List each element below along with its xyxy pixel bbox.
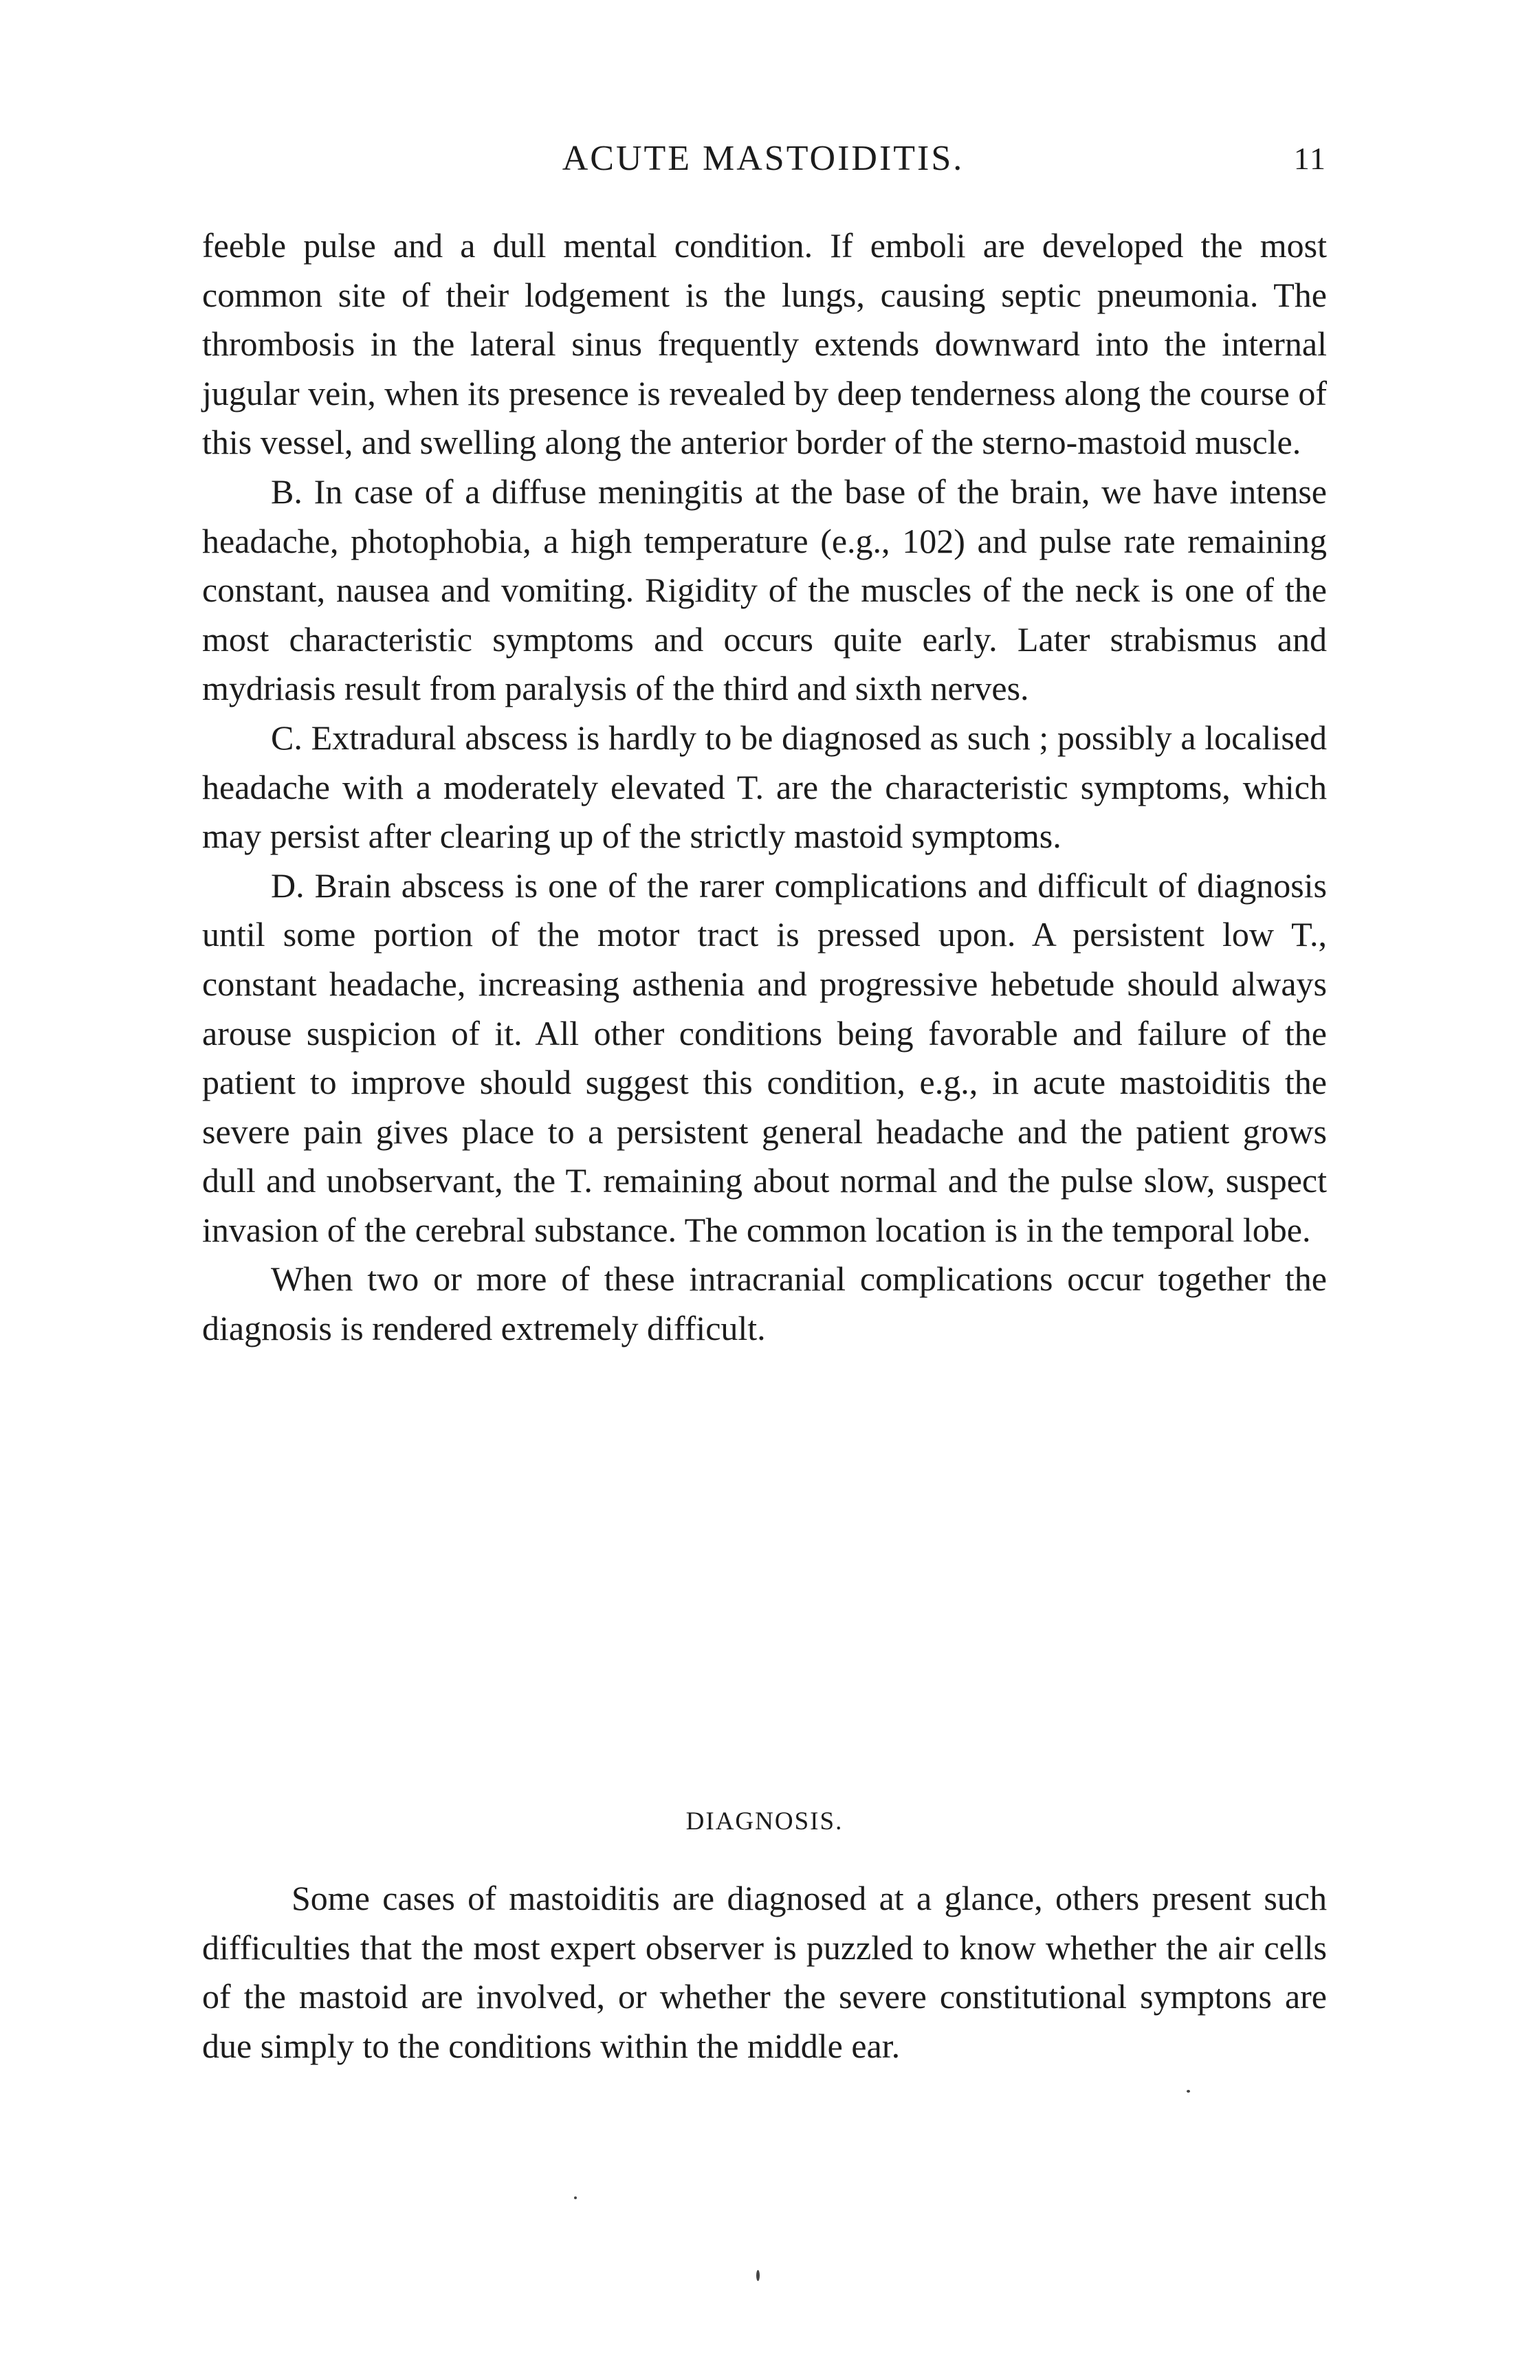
print-speck bbox=[756, 2270, 760, 2281]
section-heading: DIAGNOSIS. bbox=[685, 1807, 844, 1836]
diagnosis-text bbox=[202, 1874, 1327, 2071]
print-speck bbox=[574, 2196, 577, 2199]
page-number: 11 bbox=[1293, 141, 1327, 176]
running-head bbox=[199, 135, 1327, 183]
paragraph-continuation: feeble pulse and a dull mental condition. If emboli are developed the most common site of their lodgement is the lungs, causing septic pneumonia. The thrombosis in the lateral sinus frequently extends downward into the internal jugular vein, when its presence is revealed by deep tenderness along the course of this vessel, and swelling along the anterior border of the sterno-mastoid muscle. bbox=[202, 226, 1327, 462]
paragraph-d-brain-abscess: D. Brain abscess is one of the rarer complications and difficult of diagnosis until some portion of the motor tract is pressed upon. A persistent low T., constant headache, increasing asthenia and progressive hebetude should always arouse suspicion of it. All other conditions being favorable and failure of the patient to improve should suggest this condition, e.g., in acute mastoiditis the severe pain gives place to a persistent general headache and the patient grows dull and unobservant, the T. remaining about normal and the pulse slow, suspect invasion of the cerebral substance. The common location is in the temporal lobe. bbox=[202, 866, 1327, 1249]
paragraph-b-meningitis: B. In case of a diffuse meningitis at the base of the brain, we have intense headache, photophobia, a high temperature (e.g., 102) and pulse rate remaining constant, nausea and vomiting. Rigidity of the muscles of the neck is one of the most characteristic symptoms and occurs quite early. Later strabismus and mydriasis result from paralysis of the third and sixth nerves. bbox=[202, 472, 1327, 708]
paragraph-c-extradural-abscess: C. Extradural abscess is hardly to be diagnosed as such ; possibly a localised headache with a moderately elevated T. are the characteristic symptoms, which may persist after clearing up of the strictly mastoid symptoms. bbox=[202, 718, 1327, 856]
running-title: ACUTE MASTOIDITIS. bbox=[562, 139, 965, 178]
paragraph-multiple-complications: When two or more of these intracranial complications occur together the diagnosis is rendered extremely difficult. bbox=[202, 1259, 1327, 1348]
body-text bbox=[202, 221, 1327, 1354]
paragraph-diagnosis: Some cases of mastoiditis are diagnosed at a glance, others present such difficulties that the most expert observer is puzzled to know whether the air cells of the mastoid are involved, or whether the severe constitutional symptons are due simply to the conditions within the middle ear. bbox=[202, 1879, 1327, 2065]
print-speck bbox=[1187, 2090, 1190, 2093]
